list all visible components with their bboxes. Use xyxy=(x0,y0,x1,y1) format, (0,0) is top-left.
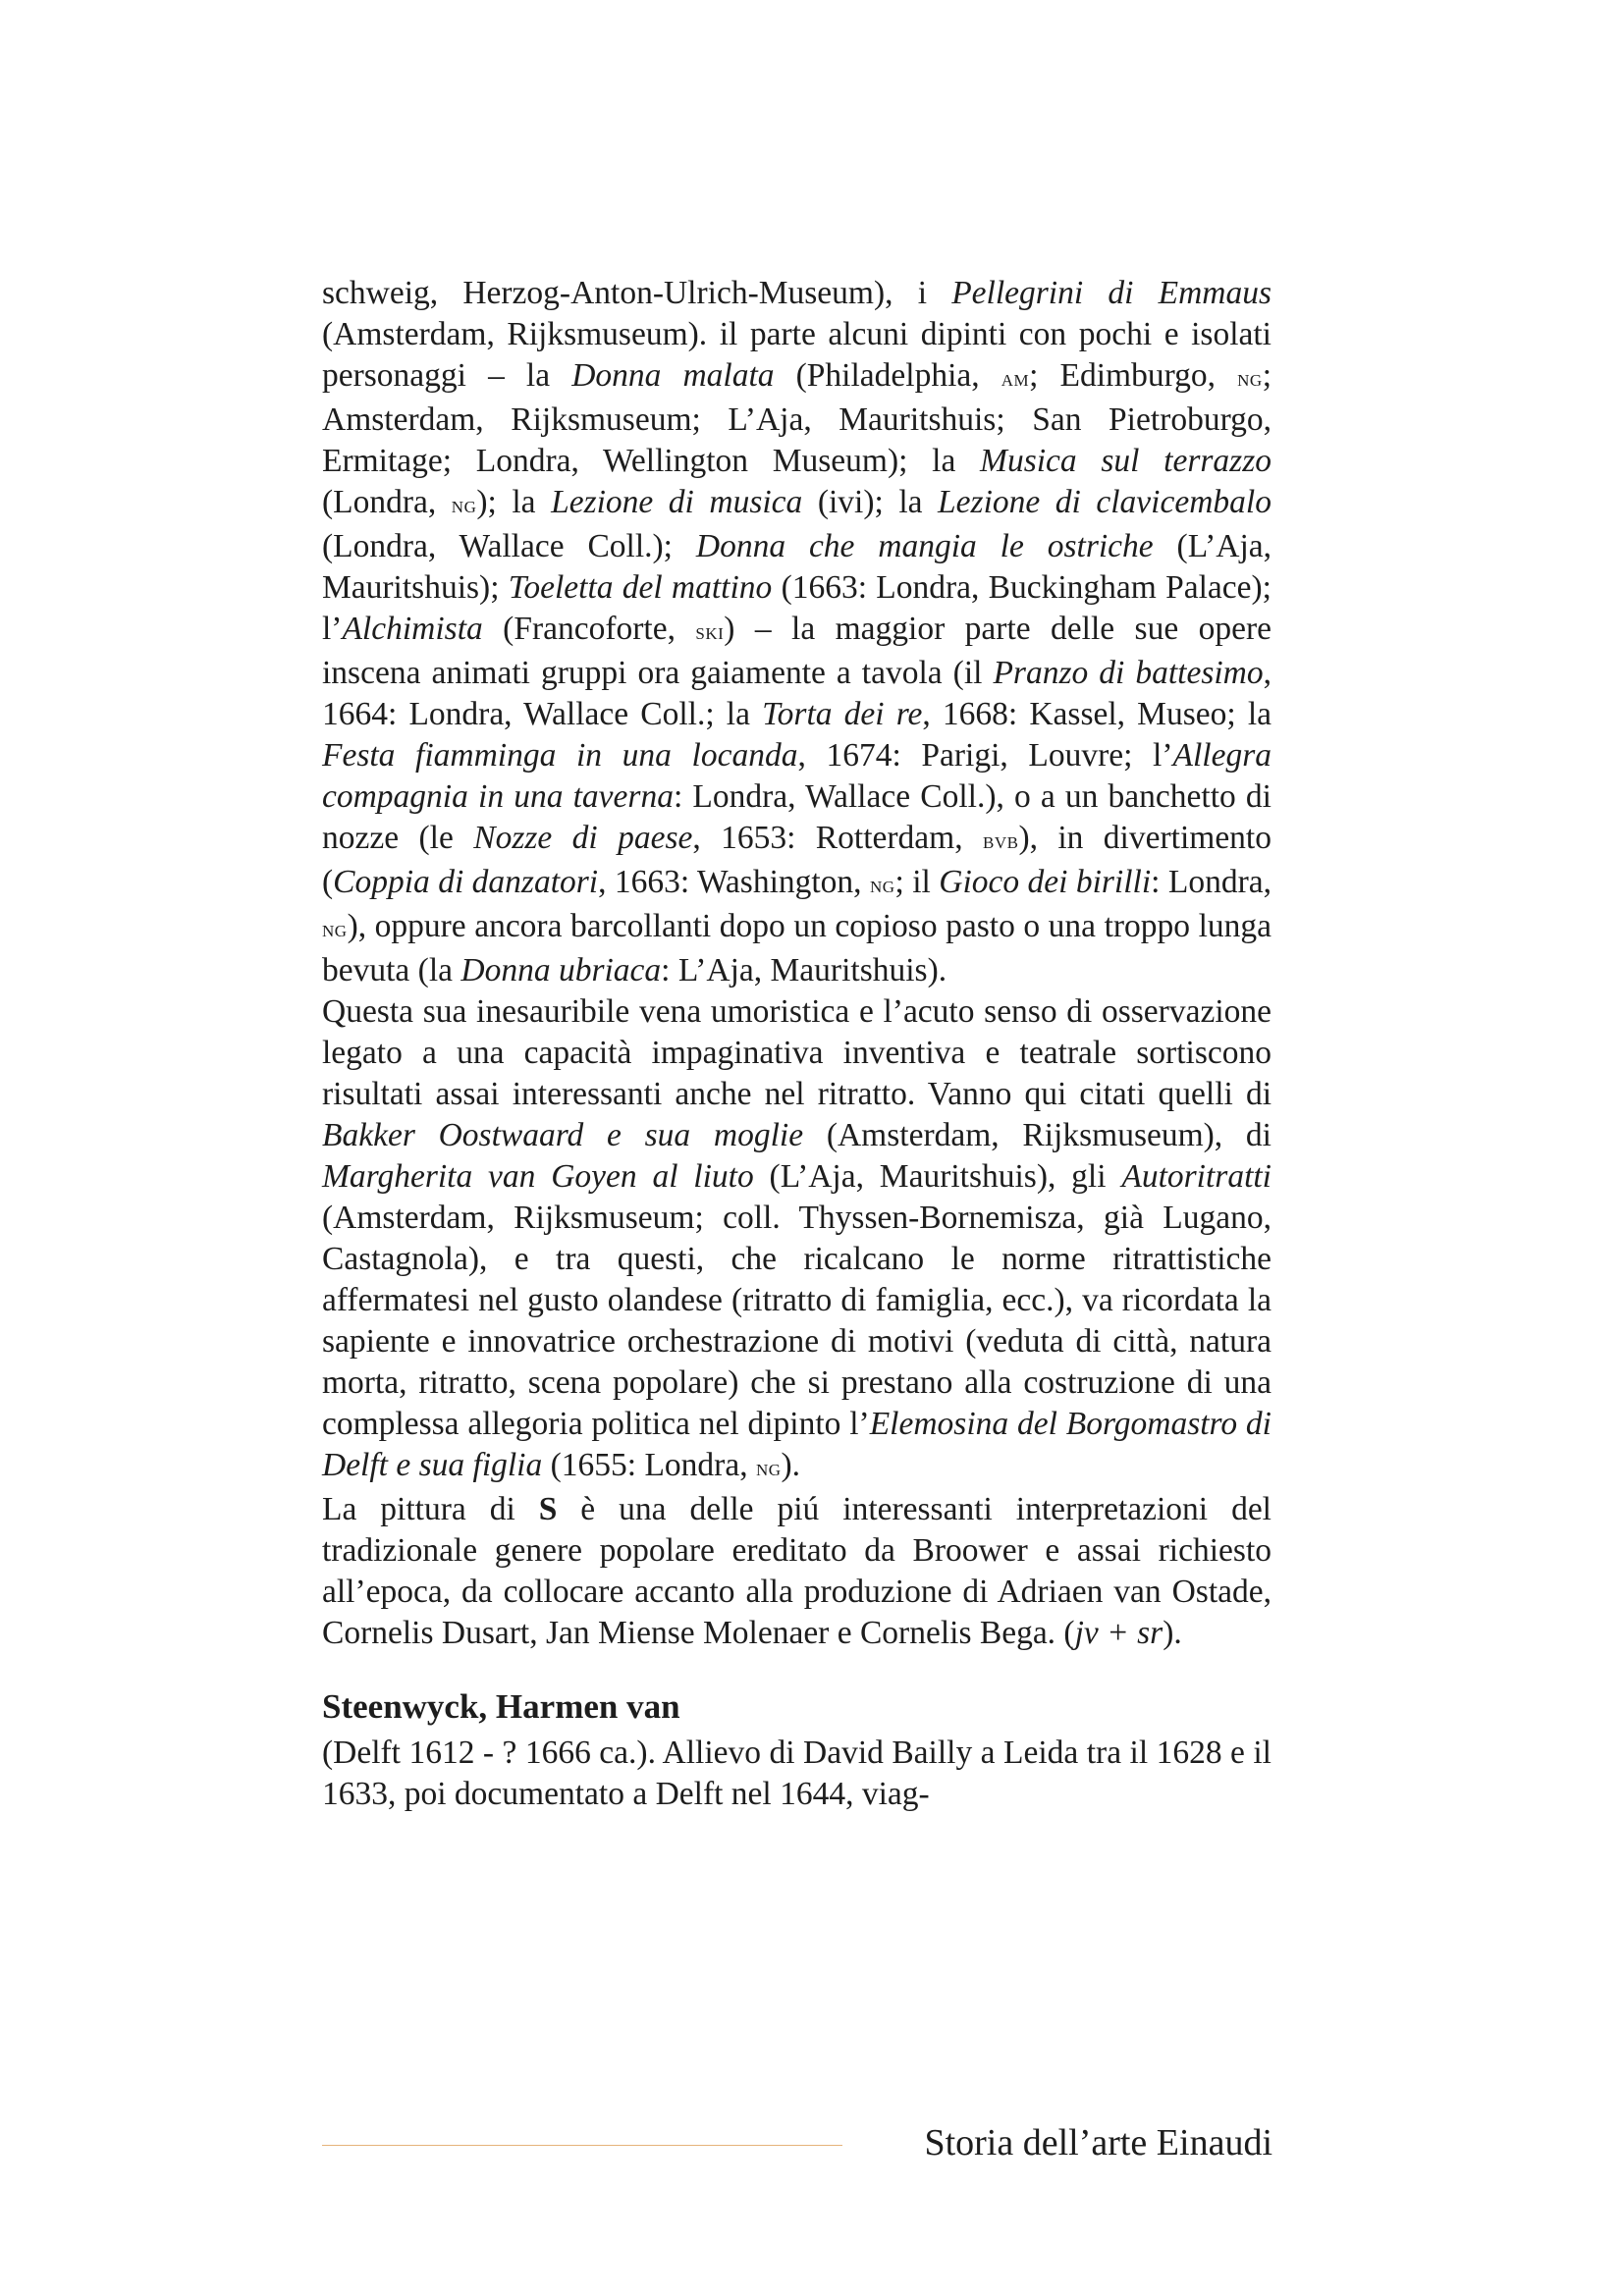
text-run: ). xyxy=(781,1447,801,1483)
italic-title: Coppia di danzatori xyxy=(333,864,599,900)
text-run: : Londra, Wallace Coll.), o a un banchetto di nozze (le xyxy=(322,778,1271,856)
text-run: (1655: Londra, xyxy=(542,1447,756,1483)
italic-title: Toeletta del mattino xyxy=(508,569,773,606)
small-caps-abbreviation: am xyxy=(1001,366,1030,392)
text-run: (Philadelphia, xyxy=(774,357,1001,394)
paragraph-entry-start xyxy=(322,1733,1271,1815)
small-caps-abbreviation: bvb xyxy=(982,828,1019,854)
small-caps-abbreviation: ng xyxy=(869,873,895,898)
small-caps-abbreviation: ng xyxy=(1237,366,1263,392)
text-run: ); la xyxy=(476,484,552,520)
italic-title: Musica sul terrazzo xyxy=(980,443,1271,479)
text-run: (1663: Londra, Buckingham Palace); l’ xyxy=(322,569,1271,647)
text-run: (Londra, xyxy=(322,484,452,520)
text-run: è una delle piú interessanti interpretazioni del tradizionale genere popolare ereditato da Broower e assai richiesto all’epoca, da collocare accanto alla produzione di Adriaen van Ostade, Cornelis Dusart, Jan Miense Molenaer e Cornelis Bega. ( xyxy=(322,1491,1271,1651)
text-run: (Amsterdam, Rijksmuseum). il parte alcuni dipinti con pochi e isolati personaggi – la xyxy=(322,316,1271,394)
text-run: La pittura di xyxy=(322,1491,539,1527)
italic-title: Festa fiamminga in una locanda xyxy=(322,737,798,774)
paragraph-conclusion xyxy=(322,1489,1271,1654)
text-run: ), in divertimento ( xyxy=(322,820,1271,900)
text-run: ) – la maggior parte delle sue opere inscena animati gruppi ora gaiamente a tavola (il xyxy=(322,611,1272,691)
text-run: (L’Aja, Mauritshuis), gli xyxy=(753,1158,1122,1195)
text-run: : L’Aja, Mauritshuis). xyxy=(661,952,947,988)
text-run: , 1663: Washington, xyxy=(598,864,870,900)
paragraph-continued xyxy=(322,273,1271,991)
text-run: : Londra, xyxy=(1151,864,1271,900)
text-run: , 1653: Rotterdam, xyxy=(692,820,983,856)
text-run: (Francoforte, xyxy=(482,611,696,647)
italic-title: Autoritratti xyxy=(1121,1158,1271,1195)
text-run: (ivi); la xyxy=(802,484,939,520)
italic-title: Bakker Oostwaard e sua moglie xyxy=(322,1117,804,1153)
italic-title: Elemosina del Borgomastro di Delft e sua figlia xyxy=(322,1406,1271,1483)
italic-title: Donna che mangia le ostriche xyxy=(695,528,1154,564)
italic-title: Allegra compagnia in una taverna xyxy=(322,737,1272,815)
text-run: ; Amsterdam, Rijksmuseum; L’Aja, Mauritshuis; San Pietroburgo, Ermitage; Londra, Wellington Museum); la xyxy=(322,357,1272,479)
small-caps-abbreviation: ski xyxy=(695,619,725,645)
italic-title: Lezione di musica xyxy=(551,484,803,520)
text-run: schweig, Herzog-Anton-Ulrich-Museum), i xyxy=(322,275,952,311)
small-caps-abbreviation: ng xyxy=(451,493,477,518)
footer-publication: Storia dell’arte Einaudi xyxy=(924,2122,1272,2163)
small-caps-abbreviation: ng xyxy=(322,917,348,942)
text-run: , 1674: Parigi, Louvre; l’ xyxy=(797,737,1173,774)
text-run: (Amsterdam, Rijksmuseum; coll. Thyssen-Bornemisza, già Lugano, Castagnola), e tra questi, che ricalcano le norme ritrattistiche affermatesi nel gusto olandese (ritratto di famiglia, ecc.), va ricordata la sapiente e innovatrice orchestrazione di motivi (veduta di città, natura morta, ritratto, scena popolare) che si prestano alla costruzione di una complessa allegoria politica nel dipinto l’ xyxy=(322,1200,1271,1442)
italic-title: Donna ubriaca xyxy=(460,952,662,988)
text-run: ), oppure ancora barcollanti dopo un copioso pasto o una troppo lunga bevuta (la xyxy=(322,908,1271,988)
italic-title: Margherita van Goyen al liuto xyxy=(322,1158,754,1195)
text-run: (L’Aja, Mauritshuis); xyxy=(322,528,1271,606)
italic-title: jv + sr xyxy=(1074,1615,1163,1651)
small-caps-abbreviation: ng xyxy=(755,1456,782,1481)
text-run: (Londra, Wallace Coll.); xyxy=(322,528,696,564)
italic-title: Gioco dei birilli xyxy=(939,864,1152,900)
paragraph-portraits xyxy=(322,991,1271,1489)
text-run: , 1664: Londra, Wallace Coll.; la xyxy=(322,655,1271,732)
bold-abbreviation: S xyxy=(538,1491,558,1527)
italic-title: Nozze di paese xyxy=(473,820,693,856)
italic-title: Lezione di clavicembalo xyxy=(938,484,1271,520)
text-run: ). xyxy=(1163,1615,1182,1651)
italic-title: Pranzo di battesimo xyxy=(993,655,1264,691)
text-run: Questa sua inesauribile vena umoristica e l’acuto senso di osservazione legato a una capacità impaginativa inventiva e teatrale sortiscono risultati assai interessanti anche nel ritratto. Vanno qui citati quelli di xyxy=(322,993,1271,1112)
italic-title: Pellegrini di Emmaus xyxy=(951,275,1271,311)
italic-title: Torta dei re xyxy=(762,696,923,732)
footer-rule xyxy=(322,2145,842,2146)
italic-title: Donna malata xyxy=(571,357,775,394)
italic-title: Alchimista xyxy=(342,611,483,647)
main-text-column xyxy=(322,273,1271,1815)
text-run: (Delft 1612 - ? 1666 ca.). Allievo di David Bailly a Leida tra il 1628 e il 1633, poi documentato a Delft nel 1644, viag- xyxy=(322,1735,1271,1812)
text-run: ; il xyxy=(894,864,940,900)
text-run: , 1668: Kassel, Museo; la xyxy=(922,696,1271,732)
text-run: ; Edimburgo, xyxy=(1029,357,1238,394)
entry-title: Steenwyck, Harmen van xyxy=(322,1687,680,1726)
text-run: (Amsterdam, Rijksmuseum), di xyxy=(803,1117,1271,1153)
